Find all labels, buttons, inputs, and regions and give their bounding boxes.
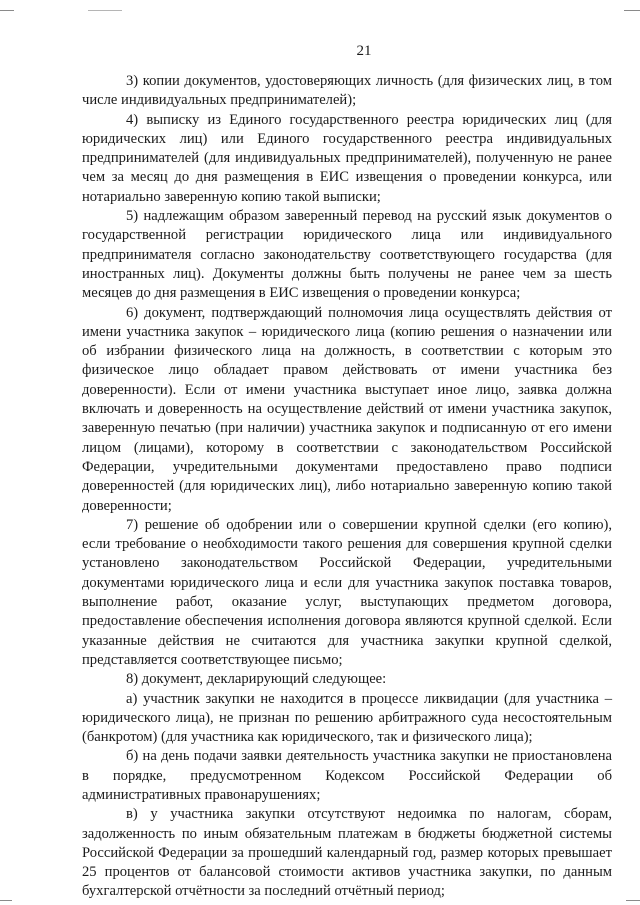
paragraph-item-3: 3) копии документов, удостоверяющих личность (для физических лиц, в том числе индивидуальных предпринимателей); — [82, 73, 612, 109]
paragraph-subitem-b: б) на день подачи заявки деятельность участника закупки не приостановлена в порядке, предусмотренном Кодексом Российской Федерации об административных правонарушениях; — [82, 748, 612, 803]
page-number: 21 — [356, 43, 372, 59]
paragraph-item-6: 6) документ, подтверждающий полномочия лица осуществлять действия от имени участника закупок – юридического лица (копию решения о назначении или об избрании физического лица на должность, в соответствии с которым это физическое лицо обладает правом действовать от имени участника без доверенности). Если от имени участника выступает иное лицо, заявка должна включать и доверенность на осуществление действий от имени участника закупок, заверенную печатью (при наличии) участника закупок и подписанную от его имени лицом (лицами), которому в соответствии с законодательством Российской Федерации, учредительными документами предоставлено право подписи доверенностей (для юридических лиц), либо нотариально заверенную копию такой доверенности; — [82, 304, 612, 514]
paragraph-item-8: 8) документ, декларирующий следующее: — [126, 671, 387, 688]
paragraph-item-4: 4) выписку из Единого государственного реестра юридических лиц (для юридических лиц) или Единого государственного реестра индивидуальных предпринимателей (для индивидуальных предпринимателей), полученную не ранее чем за месяц до дня размещения в ЕИС извещения о проведении конкурса, или нотариально заверенную копию такой выписки; — [82, 111, 612, 205]
paragraph-item-5: 5) надлежащим образом заверенный перевод на русский язык документов о государственной регистрации юридического лица или индивидуального предпринимателя согласно законодательству соответствующего государства (для иностранных лиц). Документы должны быть получены не ранее чем за шесть месяцев до дня размещения в ЕИС извещения о проведении конкурса; — [82, 208, 612, 302]
paragraph-subitem-v: в) у участника закупки отсутствуют недоимка по налогам, сборам, задолженность по иным обязательным платежам в бюджеты бюджетной системы Российской Федерации за прошедший календарный год, размер которых превышает 25 процентов от балансовой стоимости активов участника закупки, по данным бухгалтерской отчётности за последний отчётный период; — [82, 806, 612, 900]
paragraph-subitem-a: а) участник закупки не находится в процессе ликвидации (для участника – юридического лица), не признан по решению арбитражного суда несостоятельным (банкротом) (для участника как юридического, так и физического лица); — [82, 690, 612, 746]
paragraph-item-7: 7) решение об одобрении или о совершении крупной сделки (его копию), если требование о необходимости такого решения для совершения крупной сделки установлено законодательством Российской Федерации, учредительными документами юридического лица и если для участника закупок поставка товаров, выполнение работ, оказание услуг, выступающих предметом договора, предоставление обеспечения исполнения договора являются крупной сделкой. Если указанные действия не считаются для участника закупки крупной сделкой, представляется соответствующее письмо; — [82, 516, 612, 668]
